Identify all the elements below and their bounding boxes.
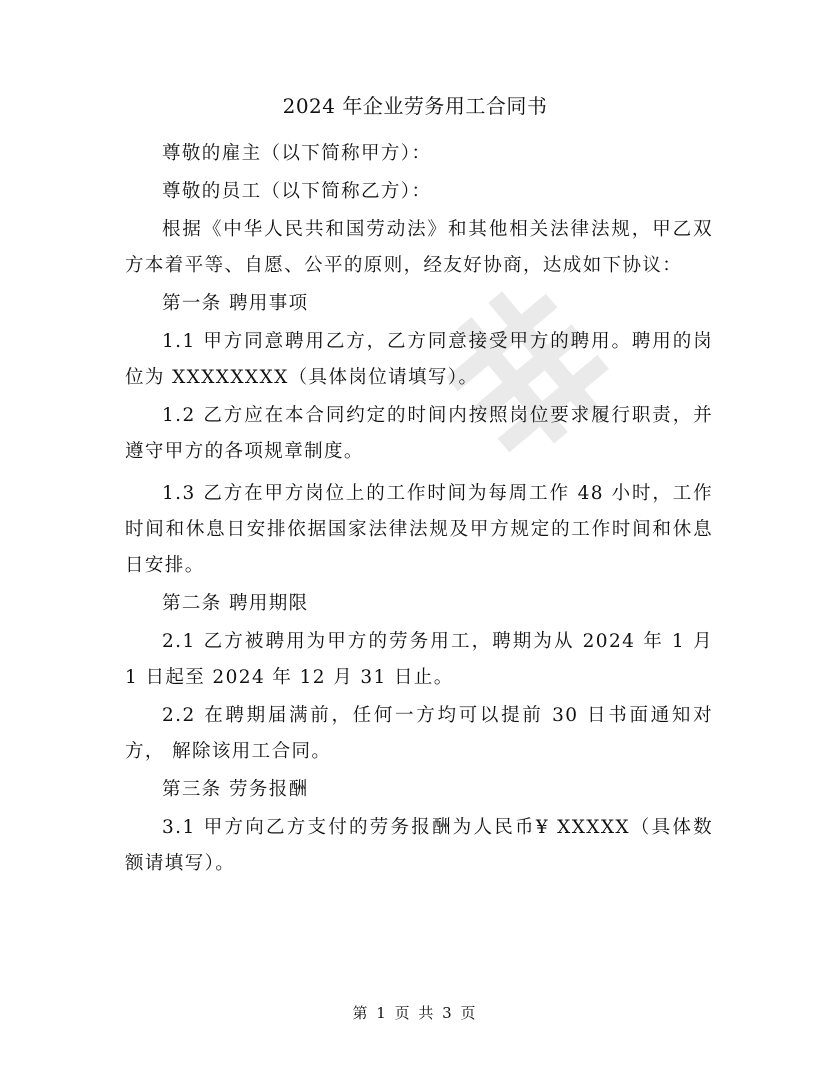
clause-2-1: 2.1 乙方被聘用为甲方的劳务用工，聘期为从 2024 年 1 月 1 日起至 2024 年 12 月 31 日止。 bbox=[125, 631, 713, 688]
clause-1-2: 1.2 乙方应在本合同约定的时间内按照岗位要求履行职责，并遵守甲方的各项规章制度。 bbox=[125, 405, 713, 462]
clause-1-1: 1.1 甲方同意聘用乙方，乙方同意接受甲方的聘用。聘用的岗位为 XXXXXXXX（具体岗位请填写）。 bbox=[125, 331, 713, 388]
document-body bbox=[125, 136, 713, 882]
article-1-heading: 第一条 聘用事项 bbox=[162, 293, 309, 314]
article-3-heading: 第三条 劳务报酬 bbox=[162, 779, 309, 800]
page-footer: 第 1 页 共 3 页 bbox=[352, 1004, 478, 1022]
clause-2-2: 2.2 在聘期届满前，任何一方均可以提前 30 日书面通知对方， 解除该用工合同。 bbox=[125, 705, 713, 762]
salutation-employer: 尊敬的雇主（以下简称甲方）： bbox=[162, 143, 432, 164]
clause-1-3: 1.3 乙方在甲方岗位上的工作时间为每周工作 48 小时，工作时间和休息日安排依据国家法律法规及甲方规定的工作时间和休息日安排。 bbox=[125, 483, 713, 576]
salutation-employee: 尊敬的员工（以下简称乙方）： bbox=[162, 181, 432, 202]
document-title: 2024 年企业劳务用工合同书 bbox=[282, 94, 548, 118]
clause-3-1: 3.1 甲方向乙方支付的劳务报酬为人民币¥ XXXXX（具体数额请填写）。 bbox=[125, 817, 713, 874]
preamble-paragraph: 根据《中华人民共和国劳动法》和其他相关法律法规，甲乙双方本着平等、自愿、公平的原则，经友好协商，达成如下协议： bbox=[125, 219, 713, 276]
article-2-heading: 第二条 聘用期限 bbox=[162, 593, 309, 614]
